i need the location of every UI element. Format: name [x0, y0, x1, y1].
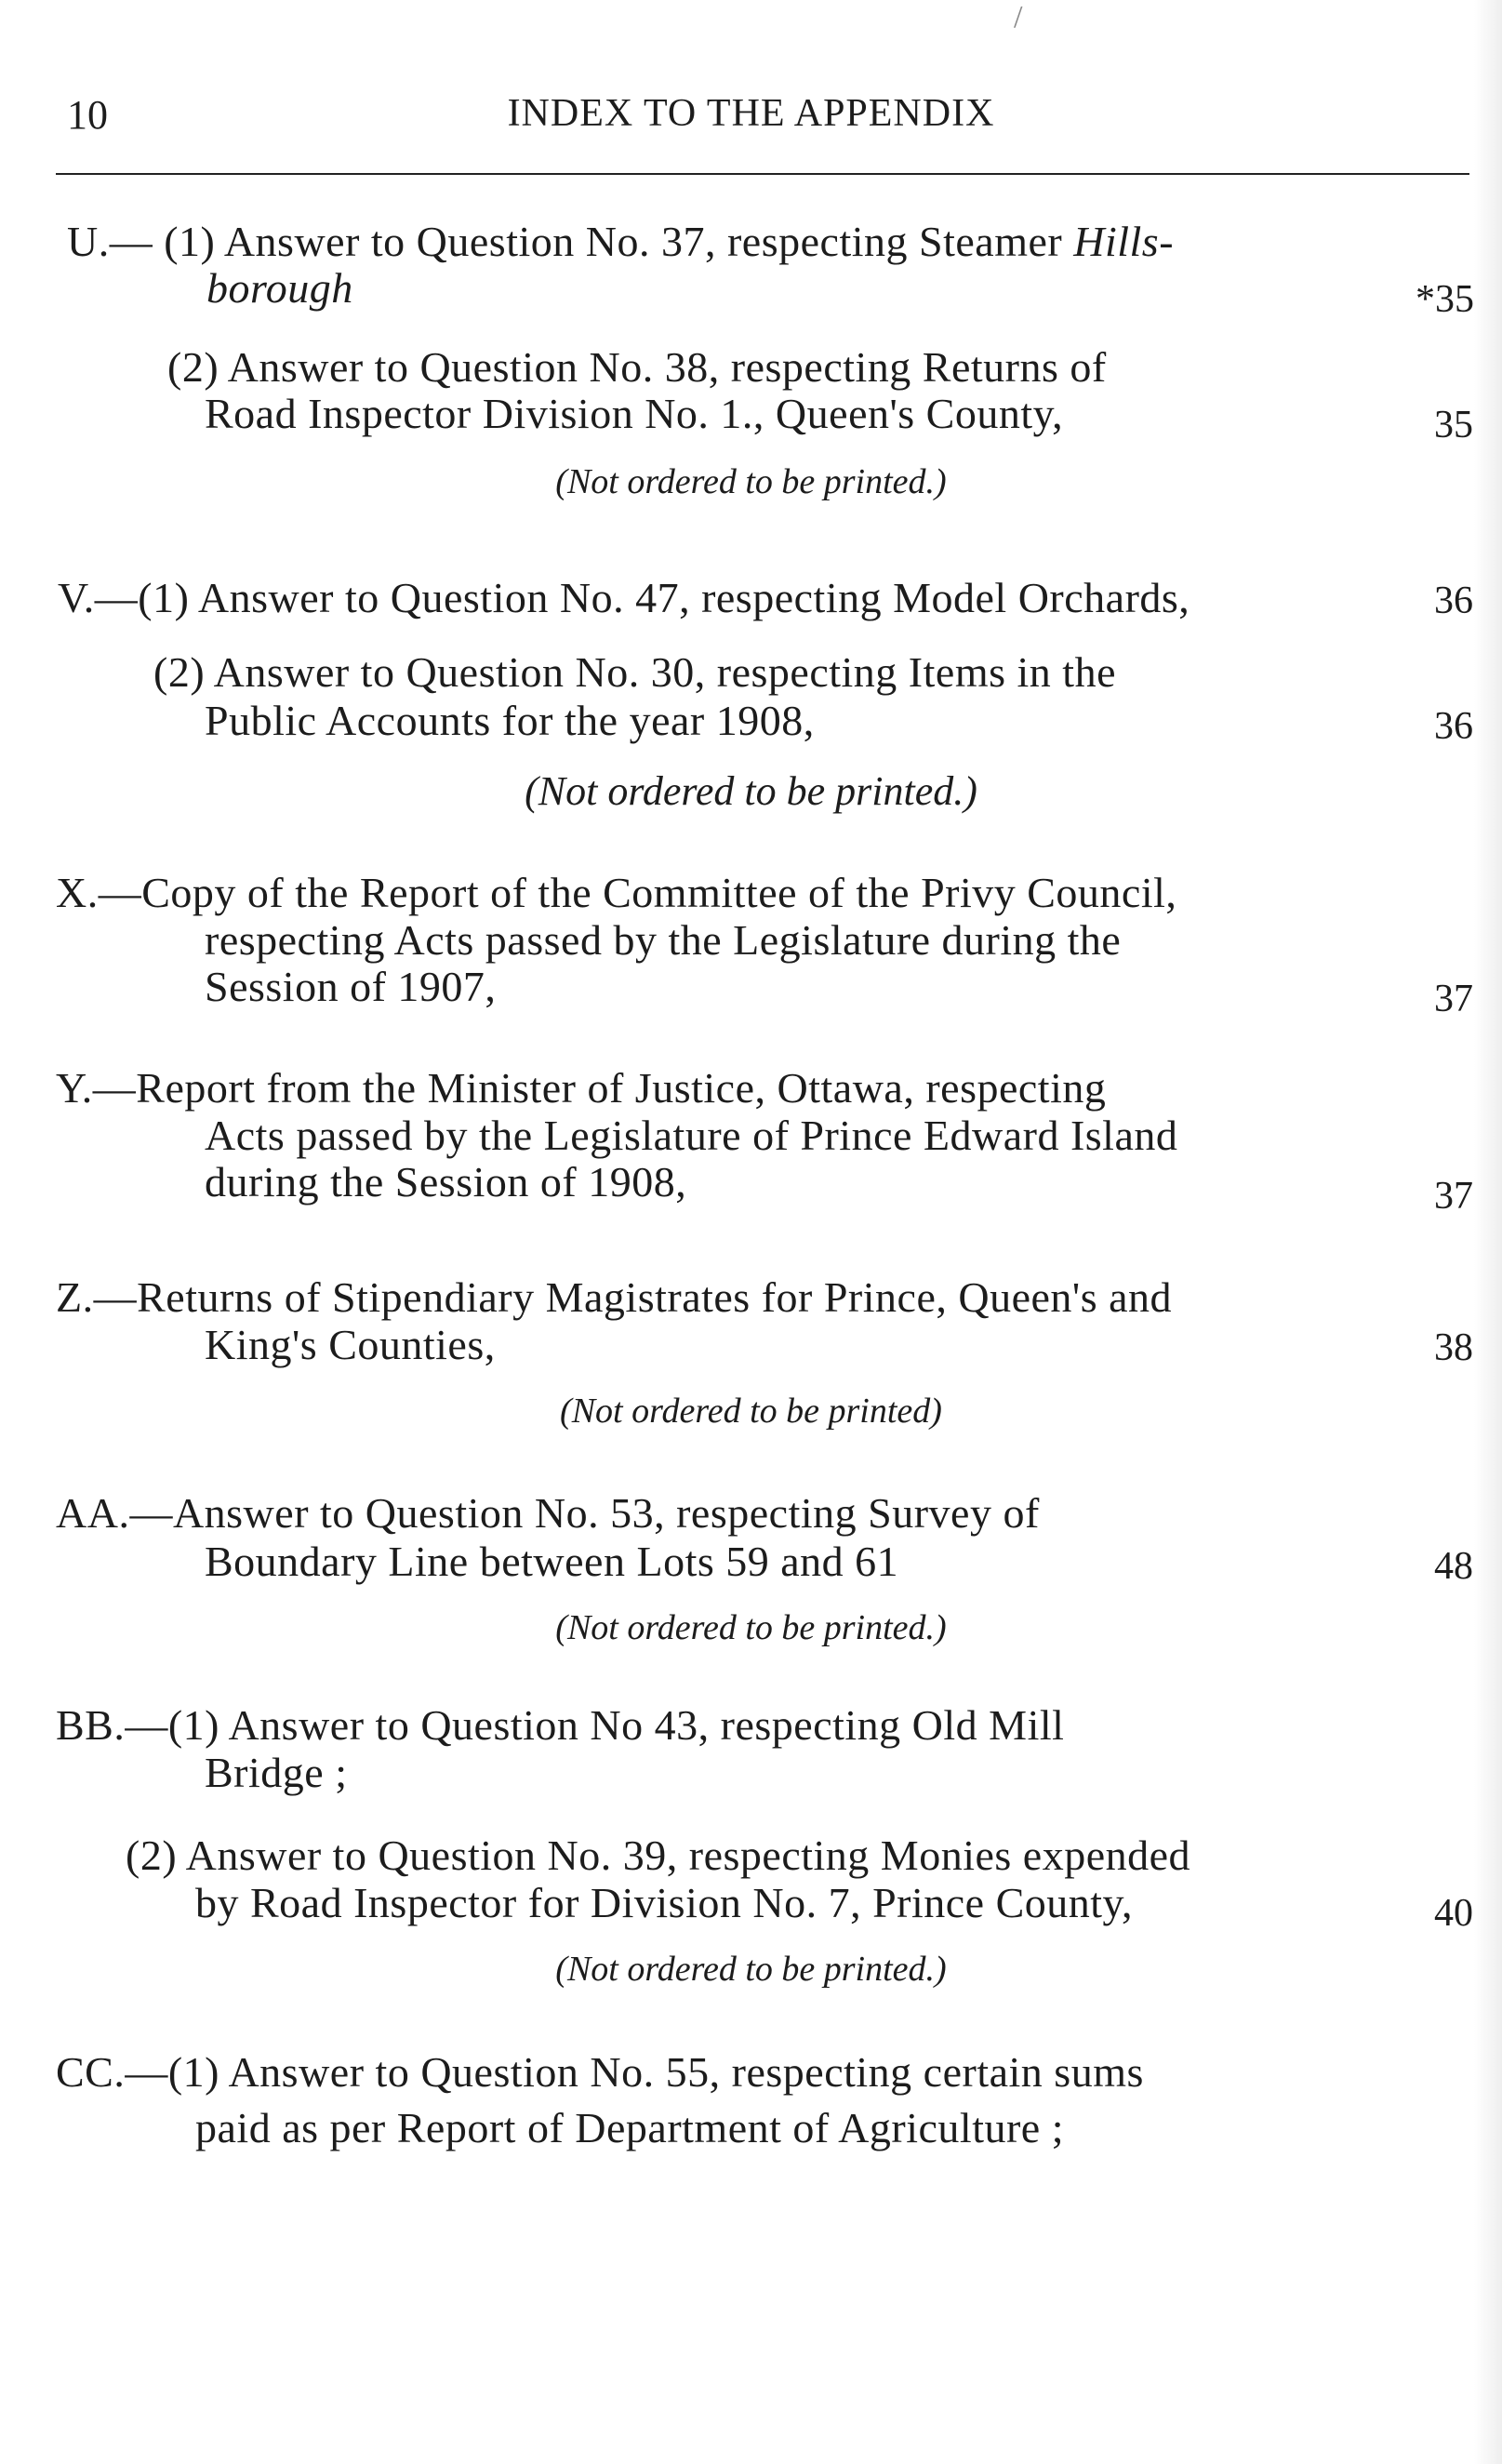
page-edge-shadow [1474, 0, 1502, 2464]
entry-bb2-note: (Not ordered to be printed.) [555, 1950, 947, 1989]
entry-bb1-line-2: Bridge ; [205, 1749, 348, 1796]
entry-v2-page: 36 [1434, 705, 1473, 748]
entry-v2-line-2: Public Accounts for the year 1908, [205, 697, 815, 744]
entry-cc1-line-1: CC.—(1) Answer to Question No. 55, respecting certain sums [56, 2048, 1144, 2096]
entry-u2-line-1: (2) Answer to Question No. 38, respecting Returns of [167, 343, 1107, 391]
page-number: 10 [67, 92, 108, 138]
stray-pencil-mark: / [1014, 0, 1023, 34]
entry-x-line-3: Session of 1907, [205, 963, 497, 1010]
running-title: INDEX TO THE APPENDIX [507, 92, 995, 135]
entry-aa-line-1: AA.—Answer to Question No. 53, respecting Survey of [56, 1489, 1040, 1537]
entry-aa-line-2: Boundary Line between Lots 59 and 61 [205, 1538, 899, 1585]
entry-z-note: (Not ordered to be printed) [560, 1392, 942, 1431]
entry-u1-text: U.— (1) Answer to Question No. 37, respecting Steamer [67, 218, 1074, 265]
entry-x-line-1: X.—Copy of the Report of the Committee of the Privy Council, [56, 869, 1177, 916]
entry-cc1-line-2: paid as per Report of Department of Agriculture ; [195, 2104, 1064, 2151]
entry-u2-page: 35 [1434, 404, 1473, 446]
entry-y-line-1: Y.—Report from the Minister of Justice, Ottawa, respecting [56, 1064, 1107, 1112]
entry-aa-page: 48 [1434, 1545, 1473, 1588]
entry-z-line-2: King's Counties, [205, 1321, 496, 1368]
entry-v1-page: 36 [1434, 579, 1473, 622]
entry-x-line-2: respecting Acts passed by the Legislature during the [205, 916, 1122, 964]
entry-z-line-1: Z.—Returns of Stipendiary Magistrates for Prince, Queen's and [56, 1273, 1173, 1321]
entry-bb1-line-1: BB.—(1) Answer to Question No 43, respecting Old Mill [56, 1701, 1065, 1749]
entry-x-page: 37 [1434, 978, 1473, 1020]
entry-v2-note: (Not ordered to be printed.) [525, 768, 977, 814]
entry-y-line-2: Acts passed by the Legislature of Prince Edward Island [205, 1112, 1178, 1159]
entry-u2-line-2: Road Inspector Division No. 1., Queen's County, [205, 390, 1064, 437]
entry-u2-note: (Not ordered to be printed.) [555, 462, 947, 501]
entry-bb2-page: 40 [1434, 1892, 1473, 1935]
entry-v1-line-1: V.—(1) Answer to Question No. 47, respecting Model Orchards, [58, 574, 1190, 621]
entry-u1-line-1 [67, 217, 1174, 266]
entry-u1-italic: Hills- [1073, 218, 1175, 265]
header-rule [56, 173, 1469, 175]
entry-bb2-line-2: by Road Inspector for Division No. 7, Prince County, [195, 1879, 1134, 1926]
entry-bb2-line-1: (2) Answer to Question No. 39, respecting Monies expended [126, 1831, 1191, 1879]
entry-z-page: 38 [1434, 1326, 1473, 1369]
entry-u1-line-2: borough [206, 264, 353, 312]
entry-u1-page: *35 [1416, 278, 1474, 321]
entry-v2-line-1: (2) Answer to Question No. 30, respecting Items in the [153, 648, 1116, 696]
entry-aa-note: (Not ordered to be printed.) [555, 1608, 947, 1647]
entry-y-line-3: during the Session of 1908, [205, 1158, 687, 1205]
entry-y-page: 37 [1434, 1175, 1473, 1218]
